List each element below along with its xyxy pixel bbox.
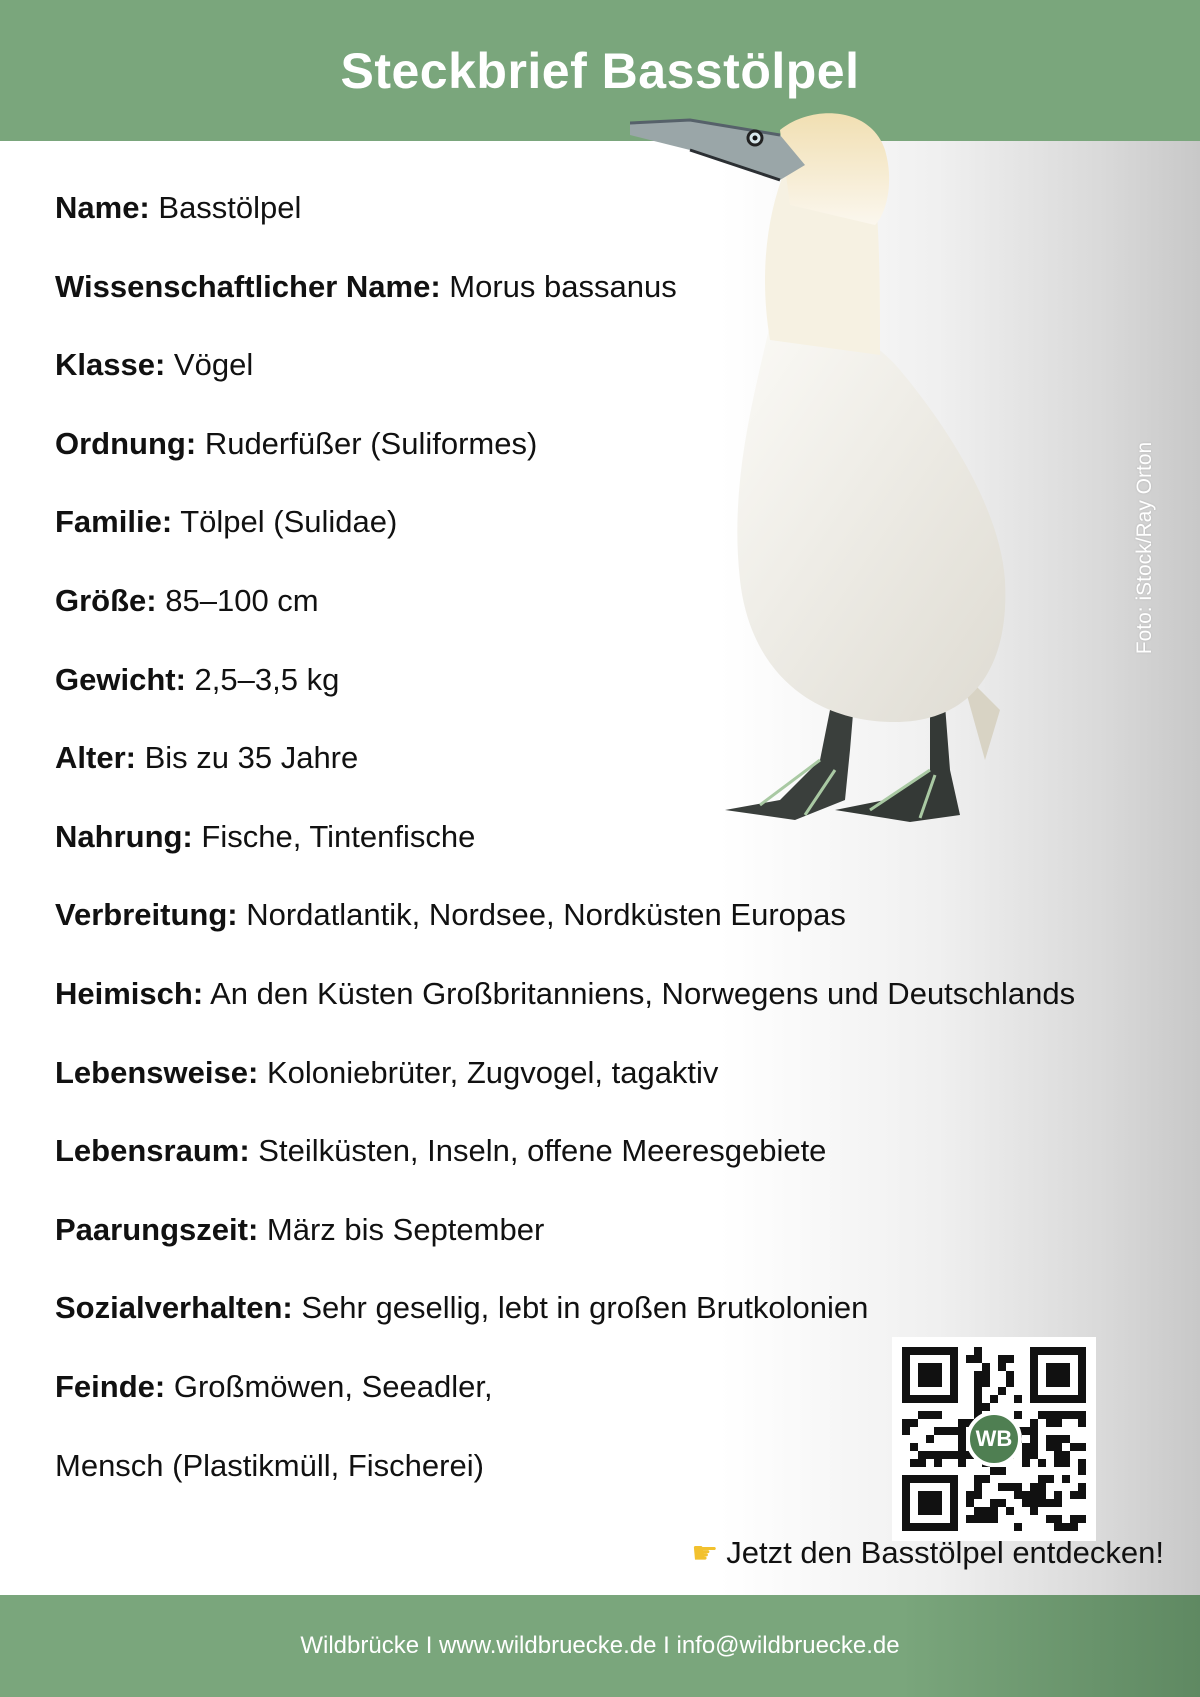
fact-age: Alter: Bis zu 35 Jahre — [55, 740, 359, 776]
fact-class: Klasse: Vögel — [55, 347, 254, 383]
call-to-action[interactable] — [691, 1535, 1164, 1571]
fact-enemies-continued: Mensch (Plastikmüll, Fischerei) — [55, 1447, 484, 1483]
footer-contact: Wildbrücke I www.wildbruecke.de I info@wildbruecke.de — [300, 1632, 900, 1659]
wb-logo-badge: WB — [966, 1411, 1022, 1467]
fact-weight: Gewicht: 2,5–3,5 kg — [55, 661, 340, 697]
fact-distribution: Verbreitung: Nordatlantik, Nordsee, Nordküsten Europas — [55, 897, 846, 933]
fact-enemies: Feinde: Großmöwen, Seeadler, — [55, 1368, 493, 1404]
fact-mating-season: Paarungszeit: März bis September — [55, 1211, 545, 1247]
fact-food: Nahrung: Fische, Tintenfische — [55, 818, 476, 854]
fact-scientific-name: Wissenschaftlicher Name: Morus bassanus — [55, 268, 677, 304]
qr-code[interactable] — [892, 1337, 1096, 1541]
photo-credit: Foto: iStock/Ray Orton — [1133, 441, 1156, 655]
pointing-hand-icon: ☛ — [691, 1536, 719, 1570]
fact-family: Familie: Tölpel (Sulidae) — [55, 504, 398, 540]
fact-size: Größe: 85–100 cm — [55, 582, 319, 618]
fact-list — [55, 180, 1175, 1516]
fact-lifestyle: Lebensweise: Koloniebrüter, Zugvogel, tagaktiv — [55, 1054, 719, 1090]
fact-habitat: Lebensraum: Steilküsten, Inseln, offene Meeresgebiete — [55, 1133, 827, 1169]
page-title: Steckbrief Basstölpel — [340, 42, 860, 99]
fact-order: Ordnung: Ruderfüßer (Suliformes) — [55, 425, 538, 461]
fact-name: Name: Basstölpel — [55, 190, 302, 225]
fact-native: Heimisch: An den Küsten Großbritanniens, Norwegens und Deutschlands — [55, 975, 1076, 1011]
footer-bar — [0, 1595, 1200, 1697]
cta-text: Jetzt den Basstölpel entdecken! — [726, 1535, 1164, 1570]
fact-social-behavior: Sozialverhalten: Sehr gesellig, lebt in großen Brutkolonien — [55, 1290, 869, 1326]
